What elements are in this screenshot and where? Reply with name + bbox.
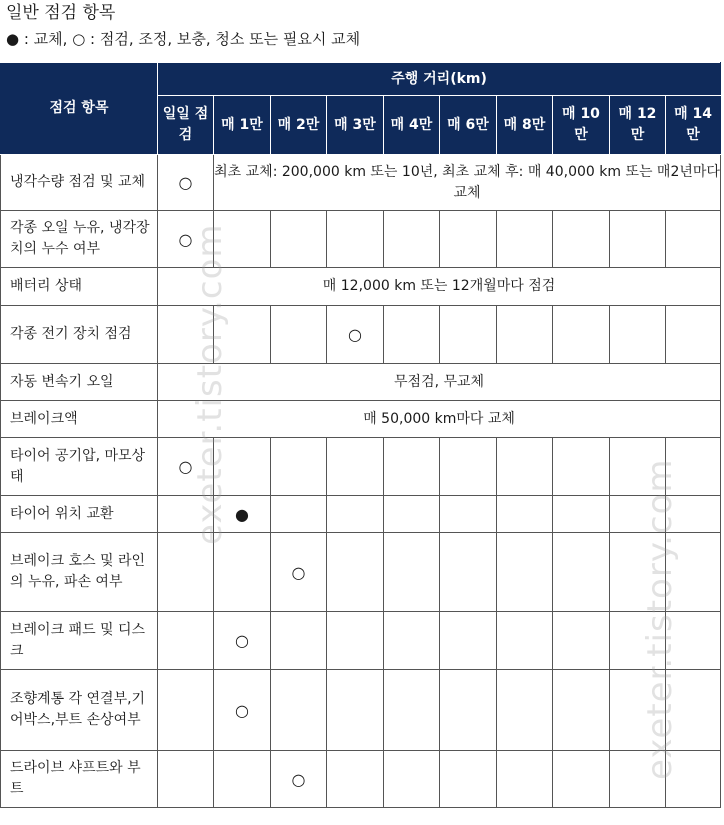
span-note: 매 50,000 km마다 교체 — [158, 401, 721, 438]
replace-mark: ● — [214, 496, 271, 533]
check-mark: ○ — [158, 438, 214, 496]
row-item: 브레이크액 — [1, 401, 158, 438]
check-mark: ○ — [214, 670, 271, 751]
check-mark: ○ — [271, 751, 327, 808]
row-item: 자동 변속기 오일 — [1, 364, 158, 401]
span-note: 최초 교체: 200,000 km 또는 10년, 최초 교체 후: 매 40,000 km 또는 매2년마다 교체 — [214, 155, 721, 211]
check-mark: ○ — [327, 306, 384, 364]
col-header-2: 매 2만 — [271, 96, 327, 155]
watermark-left: exeter.tistory.com — [190, 223, 230, 545]
row-item: 냉각수량 점검 및 교체 — [1, 155, 158, 211]
table-row — [1, 612, 721, 670]
table-row — [1, 306, 721, 364]
col-header-14: 매 14 만 — [666, 96, 721, 155]
table-row — [1, 268, 721, 306]
check-mark: ○ — [214, 612, 271, 670]
item-header: 점검 항목 — [1, 63, 158, 155]
table-row — [1, 438, 721, 496]
row-item: 배터리 상태 — [1, 268, 158, 306]
col-header-10: 매 10 만 — [553, 96, 610, 155]
table-row — [1, 211, 721, 268]
row-item: 타이어 공기압, 마모상태 — [1, 438, 158, 496]
table-row — [1, 155, 721, 211]
distance-header: 주행 거리(km) — [158, 63, 721, 96]
row-item: 브레이크 패드 및 디스크 — [1, 612, 158, 670]
table-row — [1, 533, 721, 612]
check-mark: ○ — [271, 533, 327, 612]
col-header-8: 매 8만 — [497, 96, 553, 155]
col-header-4: 매 4만 — [384, 96, 440, 155]
col-header-6: 매 6만 — [440, 96, 497, 155]
table-row — [1, 401, 721, 438]
check-mark: ○ — [158, 155, 214, 211]
col-header-1: 매 1만 — [214, 96, 271, 155]
row-item: 드라이브 샤프트와 부트 — [1, 751, 158, 808]
row-item: 브레이크 호스 및 라인의 누유, 파손 여부 — [1, 533, 158, 612]
table-row — [1, 496, 721, 533]
row-item: 각종 전기 장치 점검 — [1, 306, 158, 364]
col-header-3: 매 3만 — [327, 96, 384, 155]
span-note: 매 12,000 km 또는 12개월마다 점검 — [158, 268, 721, 306]
row-item: 조향계통 각 연결부,기어박스,부트 손상여부 — [1, 670, 158, 751]
table-row — [1, 364, 721, 401]
row-item: 타이어 위치 교환 — [1, 496, 158, 533]
row-item: 각종 오일 누유, 냉각장치의 누수 여부 — [1, 211, 158, 268]
col-header-daily: 일일 점검 — [158, 96, 214, 155]
page-title: 일반 점검 항목 — [6, 3, 116, 23]
span-note: 무점검, 무교체 — [158, 364, 721, 401]
check-mark: ○ — [158, 211, 214, 268]
watermark-right: exeter.tistory.com — [640, 458, 680, 780]
table-row — [1, 751, 721, 808]
legend: ● : 교체, ○ : 점검, 조정, 보충, 청소 또는 필요시 교체 — [6, 30, 361, 48]
col-header-12: 매 12 만 — [610, 96, 666, 155]
maintenance-schedule-table — [0, 62, 721, 808]
table-row — [1, 670, 721, 751]
